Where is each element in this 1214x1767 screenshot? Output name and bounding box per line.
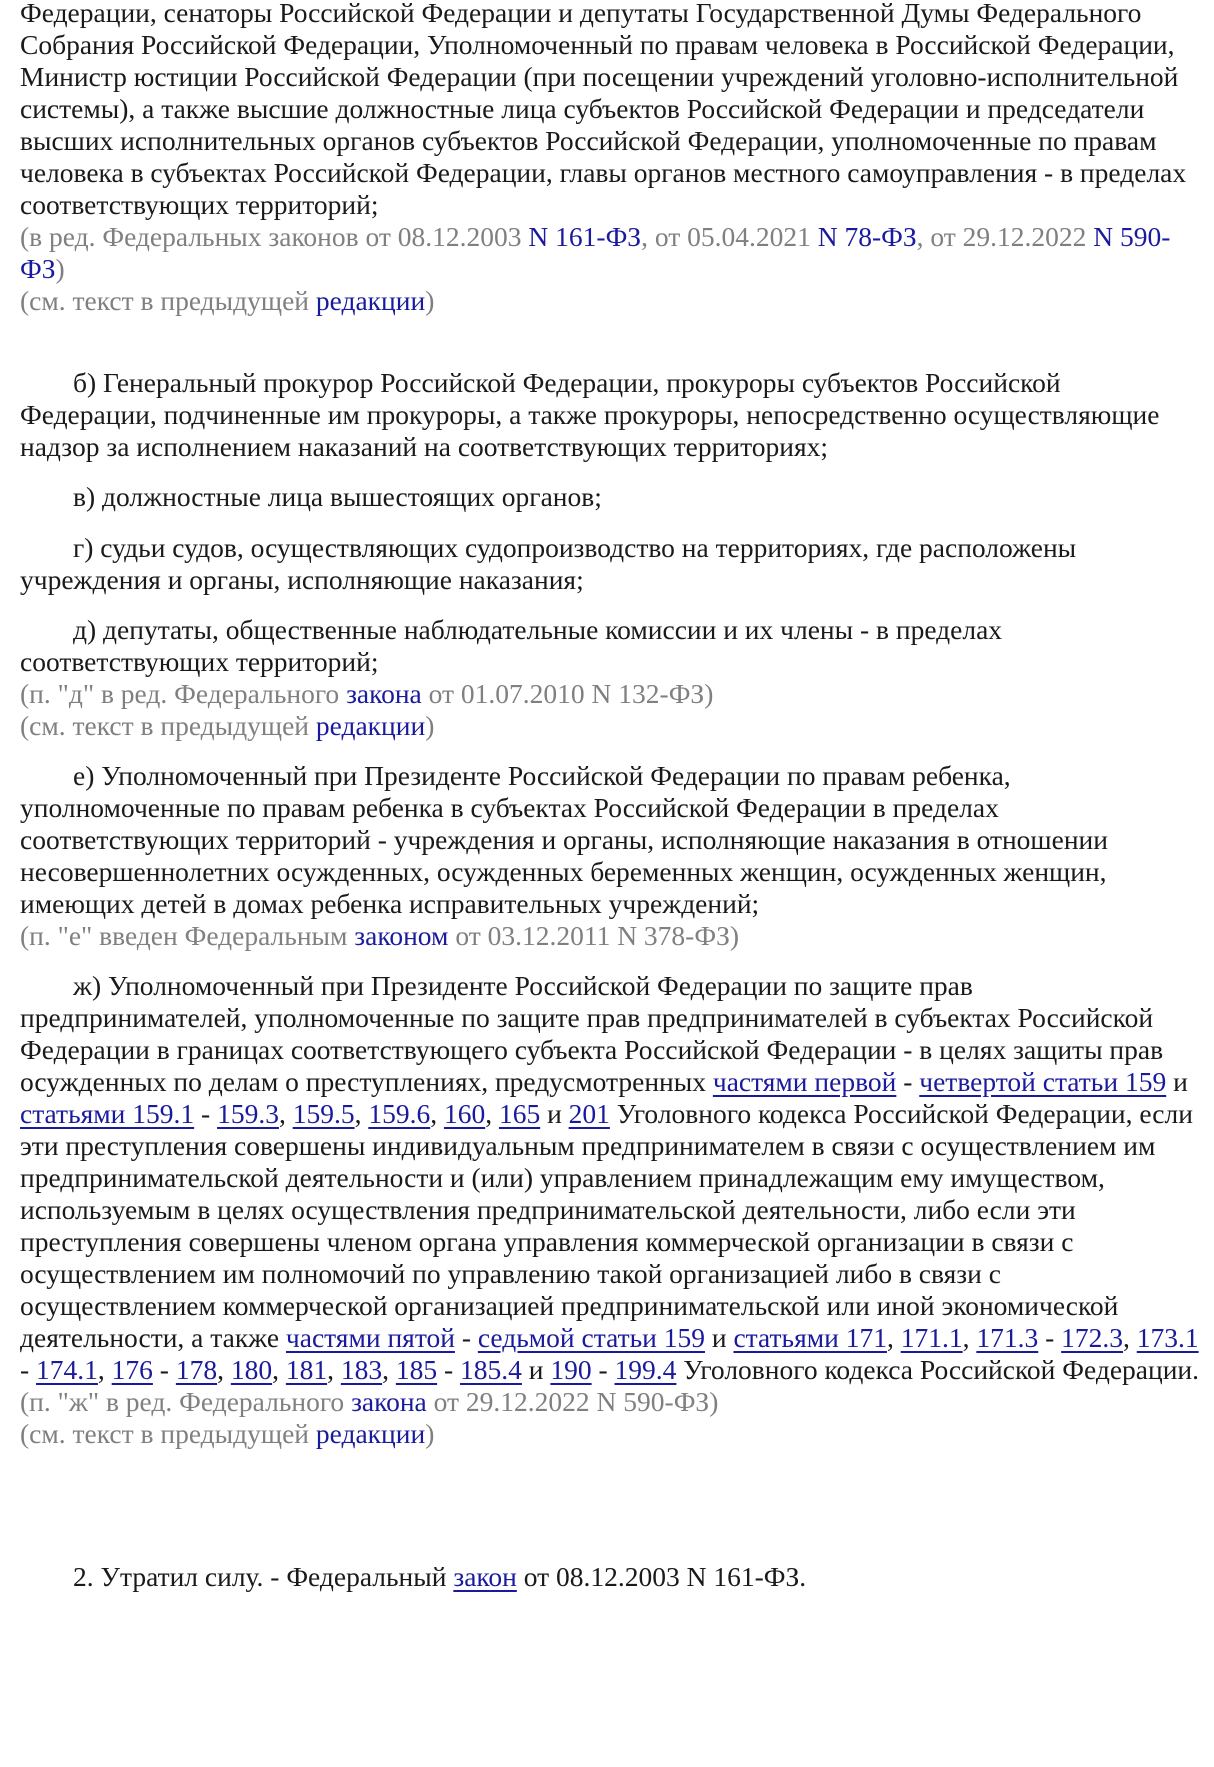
item-zh-previous-edition-note: (см. текст в предыдущей редакции): [20, 1418, 435, 1449]
link-articles-159-1[interactable]: статьями 159.1: [20, 1098, 195, 1129]
item-b-paragraph: б) Генеральный прокурор Российской Федерации, прокуроры субъектов Российской Федерации, подчиненные им прокуроры, а также прокуроры, непосредственно осуществляющие надзор за исполнением наказаний на соответствующих территориях;: [20, 367, 1160, 462]
law-link-378[interactable]: законом: [354, 920, 449, 951]
link-159-6[interactable]: 159.6: [368, 1098, 431, 1129]
item-d-previous-edition-note: (см. текст в предыдущей редакции): [20, 710, 435, 741]
law-link-78[interactable]: N 78-ФЗ: [817, 221, 917, 252]
law-link-132[interactable]: закона: [346, 678, 422, 709]
link-178[interactable]: 178: [175, 1354, 218, 1385]
link-articles-171[interactable]: статьями 171: [733, 1322, 887, 1353]
item-e-note: (п. "е" введен Федеральным законом от 03.12.2011 N 378-ФЗ): [20, 920, 740, 951]
law-link-590[interactable]: N 590-ФЗ: [20, 221, 1171, 284]
intro-block: [20, 0, 1200, 317]
link-173-1[interactable]: 173.1: [1136, 1322, 1199, 1353]
link-172-3[interactable]: 172.3: [1061, 1322, 1124, 1353]
link-159-3[interactable]: 159.3: [217, 1098, 279, 1129]
link-181[interactable]: 181: [285, 1354, 328, 1385]
law-link-161[interactable]: N 161-ФЗ: [528, 221, 642, 252]
link-159-5[interactable]: 159.5: [292, 1098, 355, 1129]
item-d-block: [20, 614, 1200, 742]
item-e-block: [20, 760, 1200, 952]
item-v-paragraph: в) должностные лица вышестоящих органов;: [73, 481, 602, 512]
item-d-note: (п. "д" в ред. Федерального закона от 01.07.2010 N 132-ФЗ): [20, 678, 714, 709]
item-v-block: [20, 481, 1200, 513]
item-zh-previous-edition-link[interactable]: редакции: [315, 1418, 426, 1449]
item-g-paragraph: г) судьи судов, осуществляющих судопроизводство на территориях, где расположены учреждения и органы, исполняющие наказания;: [20, 532, 1077, 595]
law-link-161-repeal[interactable]: закон: [453, 1561, 517, 1592]
previous-edition-link[interactable]: редакции: [315, 285, 426, 316]
link-parts-first[interactable]: частями первой: [712, 1066, 897, 1097]
previous-edition-note: (см. текст в предыдущей редакции): [20, 285, 435, 316]
link-fourth-article-159[interactable]: четвертой статьи 159: [919, 1066, 1167, 1097]
link-199-4[interactable]: 199.4: [614, 1354, 677, 1385]
link-160[interactable]: 160: [443, 1098, 486, 1129]
link-seventh-article-159[interactable]: седьмой статьи 159: [477, 1322, 705, 1353]
link-185-4[interactable]: 185.4: [460, 1354, 522, 1385]
link-190[interactable]: 190: [550, 1354, 592, 1385]
section-2-block: [20, 1561, 1200, 1593]
link-165[interactable]: 165: [498, 1098, 541, 1129]
intro-paragraph: Федерации, сенаторы Российской Федерации и депутаты Государственной Думы Федерального Собрания Российской Федерации, Уполномоченный по правам человека в Российской Федерации, Министр юстиции Российской Федерации (при посещении учреждений уголовно-исполнительной системы), а также высшие должностные лица субъектов Российской Федерации и председатели высших исполнительных органов субъектов Российской Федерации, уполномоченные по правам человека в субъектах Российской Федерации, главы органов местного самоуправления - в пределах соответствующих территорий;: [20, 0, 1187, 220]
law-link-590-zh[interactable]: закона: [351, 1386, 427, 1417]
link-171-3[interactable]: 171.3: [976, 1322, 1039, 1353]
link-201[interactable]: 201: [568, 1098, 610, 1129]
link-176[interactable]: 176: [111, 1354, 153, 1385]
link-parts-fifth[interactable]: частями пятой: [285, 1322, 455, 1353]
amendment-note: (в ред. Федеральных законов от 08.12.2003 N 161-ФЗ, от 05.04.2021 N 78-ФЗ, от 29.12.2022 N 590-ФЗ): [20, 221, 1171, 284]
link-180[interactable]: 180: [230, 1354, 273, 1385]
item-b-block: [20, 367, 1200, 463]
link-174-1[interactable]: 174.1: [36, 1354, 98, 1385]
item-zh-note: (п. "ж" в ред. Федерального закона от 29.12.2022 N 590-ФЗ): [20, 1386, 719, 1417]
section-2-paragraph: 2. Утратил силу. - Федеральный закон от 08.12.2003 N 161-ФЗ.: [73, 1561, 807, 1592]
item-g-block: [20, 532, 1200, 596]
item-zh-block: [20, 970, 1200, 1450]
link-185[interactable]: 185: [395, 1354, 438, 1385]
item-d-previous-edition-link[interactable]: редакции: [315, 710, 426, 741]
item-e-paragraph: е) Уполномоченный при Президенте Российской Федерации по правам ребенка, уполномоченные по правам ребенка в субъектах Российской Федерации в пределах соответствующих территорий - учреждения и органы, исполняющие наказания в отношении несовершеннолетних осужденных, осужденных беременных женщин, осужденных женщин, имеющих детей в домах ребенка исправительных учреждений;: [20, 760, 1108, 919]
item-zh-paragraph: ж) Уполномоченный при Президенте Российской Федерации по защите прав предпринимателей, уполномоченные по защите прав предпринимателей в субъектах Российской Федерации в границах соответствующего субъекта Российской Федерации - в целях защиты прав осужденных по делам о преступлениях, предусмотренных частями первой - четвертой статьи 159 и статьями 159.1 - 159.3, 159.5, 159.6, 160, 165 и 201 Уголовного кодекса Российской Федерации, если эти преступления совершены индивидуальным предпринимателем в связи с осуществлением им предпринимательской деятельности и (или) управлением принадлежащим ему имуществом, используемым в целях осуществления предпринимательской деятельности, либо если эти преступления совершены членом органа управления коммерческой организации в связи с осуществлением им полномочий по управлению такой организацией либо в связи с осуществлением коммерческой организацией предпринимательской или иной экономической деятельности, а также частями пятой - седьмой статьи 159 и статьями 171, 171.1, 171.3 - 172.3, 173.1 - 174.1, 176 - 178, 180, 181, 183, 185 - 185.4 и 190 - 199.4 Уголовного кодекса Российской Федерации.: [20, 970, 1200, 1385]
link-171-1[interactable]: 171.1: [900, 1322, 963, 1353]
item-d-paragraph: д) депутаты, общественные наблюдательные комиссии и их члены - в пределах соответствующих территорий;: [20, 614, 1003, 677]
link-183[interactable]: 183: [340, 1354, 383, 1385]
